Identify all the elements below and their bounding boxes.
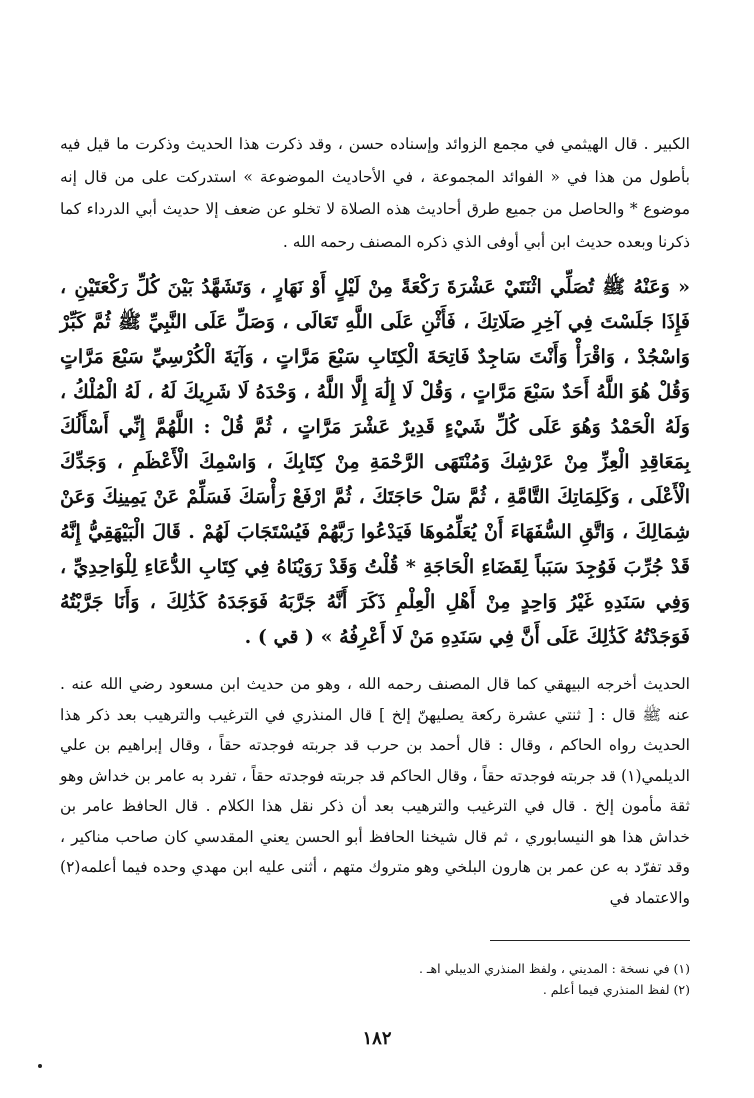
commentary-part-2: قد جربته فوجدته حقاً ، وقال الحاكم قد جربته فوجدته حقاً ، تفرد به عامر بن خداش وهو ثقة مأمون إلخ . قال في الترغيب والترهيب بعد أن ذكر نقل هذا الكلام . قال الحافظ عامر بن خداش هذا هو النيسابوري ، ثم قال شيخنا الحافظ أبو الحسن يعني المقدسي كان صاحب مناكير ، وقد تفرّد به عن عمر بن هارون البلخي وهو متروك متهم ، أثنى عليه ابن مهدي وحده فيما أعلمه [60,766,690,876]
footnote-1: (١) في نسخة : المديني ، ولفظ المنذري الديبلي اهـ . [418,961,690,976]
commentary-part-3: والاعتماد في [609,888,690,907]
hadith-text: « وَعَنْهُ ﷺ تُصَلِّي اثْنَتَيْ عَشْرَةَ رَكْعَةً مِنْ لَيْلٍ أَوْ نَهَارٍ ، وَتَشَهَّدُ بَيْنَ كُلِّ رَكْعَتَيْنِ ، فَإِذَا جَلَسْتَ فِي آخِرِ صَلَاتِكَ ، فَأَثْنِ عَلَى اللَّهِ تَعَالَى ، وَصَلِّ عَلَى النَّبِيِّ ﷺ ثُمَّ كَبِّرْ وَاسْجُدْ ، وَاقْرَأْ وَأَنْتَ سَاجِدٌ فَاتِحَةَ الْكِتَابِ سَبْعَ مَرَّاتٍ ، وَآيَةَ الْكُرْسِيِّ سَبْعَ مَرَّاتٍ وَقُلْ هُوَ اللَّهُ أَحَدٌ سَبْعَ مَرَّاتٍ ، وَقُلْ لَا إِلَٰهَ إِلَّا اللَّهُ ، وَحْدَهُ لَا شَرِيكَ لَهُ ، لَهُ الْمُلْكُ ، وَلَهُ الْحَمْدُ وَهُوَ عَلَى كُلِّ شَيْءٍ قَدِيرٌ عَشْرَ مَرَّاتٍ ، ثُمَّ قُلْ : اللَّهُمَّ إِنِّي أَسْأَلُكَ بِمَعَاقِدِ الْعِزِّ مِنْ عَرْشِكَ وَمُنْتَهَى الرَّحْمَةِ مِنْ كِتَابِكَ ، وَاسْمِكَ الْأَعْظَمِ ، وَجَدِّكَ الْأَعْلَى ، وَكَلِمَاتِكَ التَّامَّةِ ، ثُمَّ سَلْ حَاجَتَكَ ، ثُمَّ ارْفَعْ رَأْسَكَ فَسَلِّمْ عَنْ يَمِينِكَ وَعَنْ شِمَالِكَ ، وَاتَّقِ السُّفَهَاءَ أَنْ يُعَلِّمُوهَا فَيَدْعُوا رَبَّهُمْ فَيُسْتَجَابَ لَهُمْ . قَالَ الْبَيْهَقِيُّ إِنَّهُ قَدْ جُرِّبَ فَوُجِدَ سَبَباً لِقَضَاءِ الْحَاجَةِ * قُلْتُ وَقَدْ رَوَيْنَاهُ فِي كِتَابِ الدُّعَاءِ لِلْوَاحِدِيِّ ، وَفِي سَنَدِهِ غَيْرُ وَاحِدٍ مِنْ أَهْلِ الْعِلْمِ ذَكَرَ أَنَّهُ جَرَّبَهُ فَوَجَدَهُ كَذَٰلِكَ ، وَأَنَا جَرَّبْتُهُ فَوَجَدْتُهُ كَذَٰلِكَ عَلَى أَنَّ فِي سَنَدِهِ مَنْ لَا أَعْرِفُهُ » ( قي ) . [60,276,690,648]
footnote-ref-2: (٢) [60,858,81,876]
scan-speck [38,1064,42,1068]
footnote-ref-1: (١) [621,766,642,785]
page-body [60,128,690,913]
commentary-part-1: الحديث أخرجه البيهقي كما قال المصنف رحمه الله ، وهو من حديث ابن مسعود رضي الله عنه . عنه ﷺ قال : [ ثنتي عشرة ركعة يصليهنّ إلخ ] قال المنذري في الترغيب والترهيب بعد ذكر هذا الحديث رواه الحاكم ، وقال : قال أحمد بن حرب قد جربته فوجدته حقاً ، وقال إبراهيم بن علي الديلمي [60,675,690,785]
page-number: ١٨٢ [362,1028,392,1049]
commentary-bottom [60,669,690,913]
footnotes [60,958,690,1000]
footnote-divider [490,940,690,941]
footnote-2: (٢) لفظ المنذري فيما أعلم . [542,982,690,997]
commentary-top: الكبير . قال الهيثمي في مجمع الزوائد وإسناده حسن ، وقد ذكرت هذا الحديث وذكرت ما قيل فيه بأطول من هذا في « الفوائد المجموعة ، في الأحاديث الموضوعة » استدركت على من قال إنه موضوع * والحاصل من جميع طرق أحاديث هذه الصلاة لا تخلو عن ضعف إلا حديث أبي الدرداء كما ذكرنا وبعده حديث ابن أبي أوفى الذي ذكره المصنف رحمه الله . [60,135,690,251]
